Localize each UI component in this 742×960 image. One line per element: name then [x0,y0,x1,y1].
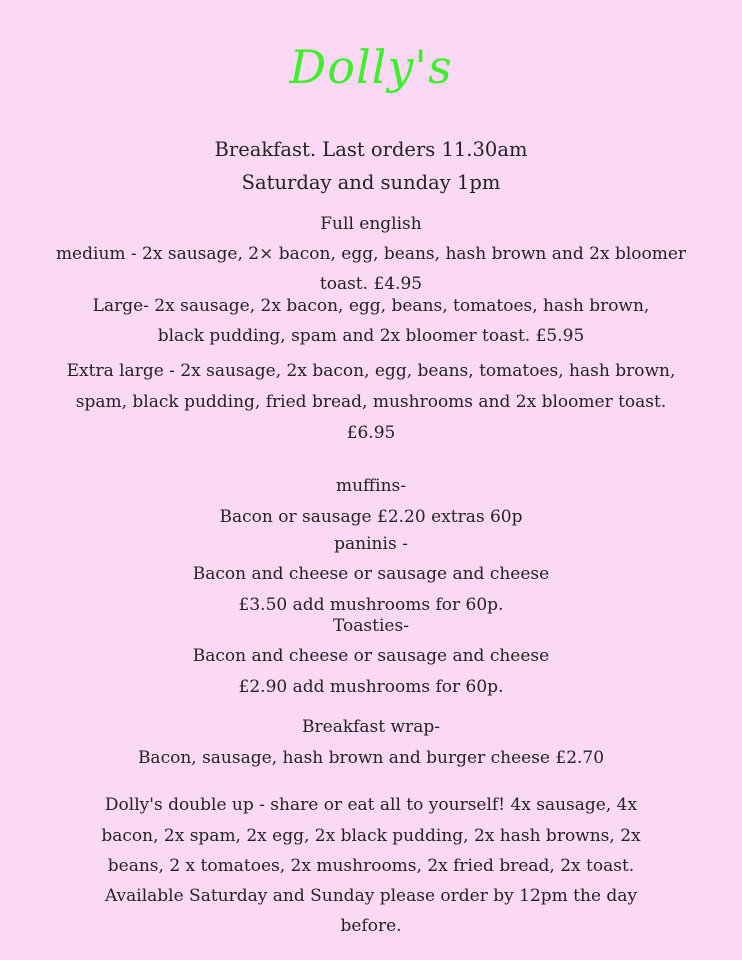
toasties-line-1: Bacon and cheese or sausage and cheese [192,646,550,666]
toasties-heading: Toasties- [333,616,409,636]
large-breakfast-line-2: black pudding, spam and 2x bloomer toast. £5.95 [157,326,585,346]
double-up-line-4: Available Saturday and Sunday please order by 12pm the day [104,886,638,906]
muffins-heading: muffins- [335,476,406,496]
double-up-line-3: beans, 2 x tomatoes, 2x mushrooms, 2x fried bread, 2x toast. [107,856,635,876]
wrap-heading: Breakfast wrap- [302,717,440,737]
paninis-heading: paninis - [334,534,408,554]
wrap-line: Bacon, sausage, hash brown and burger cheese £2.70 [137,748,605,768]
xl-breakfast-line-2: spam, black pudding, fried bread, mushrooms and 2x bloomer toast. [75,392,667,412]
weekend-hours: Saturday and sunday 1pm [241,171,501,194]
medium-breakfast-line-2: toast. £4.95 [319,274,423,294]
paninis-line-1: Bacon and cheese or sausage and cheese [192,564,550,584]
double-up-line-5: before. [340,916,402,936]
double-up-line-2: bacon, 2x spam, 2x egg, 2x black pudding, 2x hash browns, 2x [101,826,641,846]
paninis-line-2: £3.50 add mushrooms for 60p. [238,595,504,615]
muffins-line: Bacon or sausage £2.20 extras 60p [219,507,523,527]
xl-breakfast-price: £6.95 [346,423,396,443]
xl-breakfast-line-1: Extra large - 2x sausage, 2x bacon, egg, beans, tomatoes, hash brown, [66,361,676,381]
double-up-line-1: Dolly's double up - share or eat all to yourself! 4x sausage, 4x [104,795,638,815]
large-breakfast-line-1: Large- 2x sausage, 2x bacon, egg, beans, tomatoes, hash brown, [92,296,650,316]
medium-breakfast-line-1: medium - 2x sausage, 2× bacon, egg, beans, hash brown and 2x bloomer [55,244,687,264]
full-english-heading: Full english [320,214,422,234]
breakfast-hours: Breakfast. Last orders 11.30am [214,138,528,161]
menu-title: Dolly's [289,40,453,94]
toasties-line-2: £2.90 add mushrooms for 60p. [238,677,504,697]
